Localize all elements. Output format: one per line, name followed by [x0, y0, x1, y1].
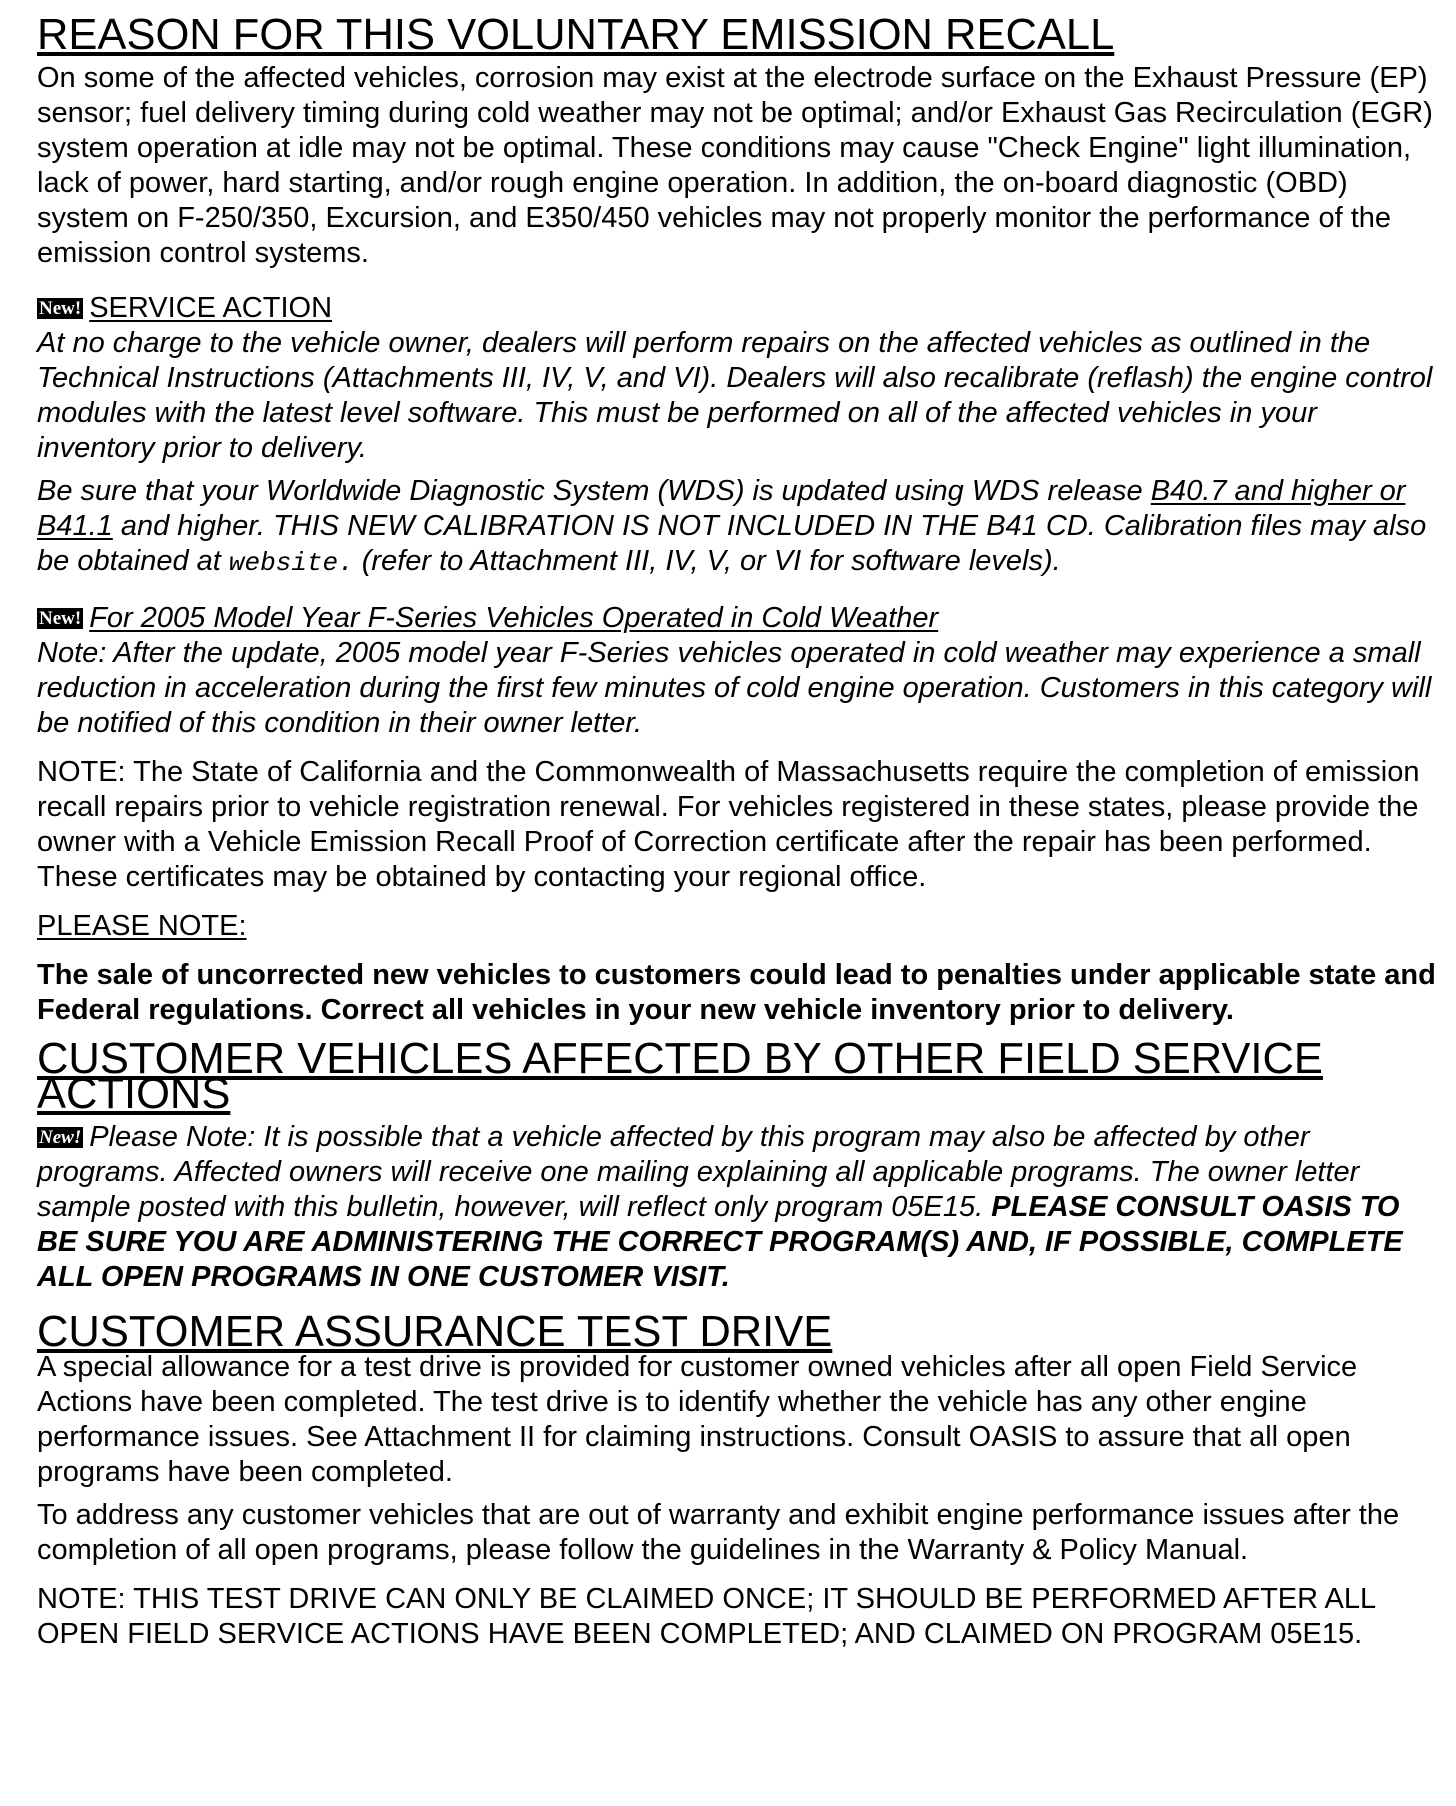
please-note-heading: PLEASE NOTE [37, 910, 239, 942]
test-drive-para2: To address any customer vehicles that are out of warranty and exhibit engine performance issues after the completion of all open programs, please follow the guidelines in the Warranty & Policy Manual. [37, 1499, 1400, 1566]
service-action-heading: SERVICE ACTION [89, 292, 333, 324]
other-actions-heading: CUSTOMER VEHICLES AFFECTED BY OTHER FIELD SERVICE ACTIONS [37, 1035, 1323, 1118]
wds-release-link[interactable]: B40.7 and higher or B41.1 [37, 475, 1406, 542]
other-actions-section [37, 1035, 1437, 1295]
please-note-section [37, 909, 1437, 1028]
please-note-colon: : [238, 910, 247, 942]
bulletin-page [37, 11, 1437, 1652]
please-note-heading-row [37, 909, 1437, 944]
new-badge-icon: New! [39, 298, 82, 319]
please-note-body: The sale of uncorrected new vehicles to customers could lead to penalties under applicable state and Federal regulations. Correct all vehicles in your new vehicle inventory prior to delivery. [37, 959, 1436, 1026]
wds-text-b: and higher. THIS NEW CALIBRATION IS NOT INCLUDED IN THE B41 CD. Calibration files may also be obtained at [37, 510, 1427, 577]
other-actions-body [37, 1120, 1437, 1295]
service-action-section [37, 291, 1437, 581]
new-badge-icon: New! [39, 608, 82, 629]
reason-heading: REASON FOR THIS VOLUNTARY EMISSION RECALL [37, 11, 1115, 59]
wds-text-c: (refer to Attachment III, IV, V, or VI for software levels). [353, 545, 1061, 577]
test-drive-heading: CUSTOMER ASSURANCE TEST DRIVE [37, 1308, 833, 1356]
california-note: NOTE: The State of California and the Commonwealth of Massachusetts require the completion of emission recall repairs prior to vehicle registration renewal. For vehicles registered in these states, please provide the owner with a Vehicle Emission Recall Proof of Correction certificate after the repair has been performed. These certificates may be obtained by contacting your regional office. [37, 756, 1420, 893]
other-actions-emphasis: PLEASE CONSULT OASIS TO BE SURE YOU ARE ADMINISTERING THE CORRECT PROGRAM(S) AND, IF POSSIBLE, COMPLETE ALL OPEN PROGRAMS IN ONE CUSTOMER VISIT. [37, 1191, 1403, 1293]
service-action-para2 [37, 474, 1437, 581]
cold-weather-heading: For 2005 Model Year F-Series Vehicles Operated in Cold Weather [89, 602, 939, 634]
website-link[interactable]: website. [228, 548, 354, 578]
reason-section [37, 11, 1437, 271]
cold-weather-note: Note: After the update, 2005 model year F-Series vehicles operated in cold weather may experience a small reduction in acceleration during the first few minutes of cold engine operation. Customers in this category will be notified of this condition in their owner letter. [37, 637, 1432, 739]
other-actions-text: Please Note: It is possible that a vehicle affected by this program may also be affected by other programs. Affected owners will receive one mailing explaining all applicable programs. The owner letter sample posted with this bulletin, however, will reflect only program 05E15. [37, 1121, 1360, 1223]
test-drive-section [37, 1308, 1437, 1652]
service-action-para1: At no charge to the vehicle owner, dealers will perform repairs on the affected vehicles as outlined in the Technical Instructions (Attachments III, IV, V, and VI). Dealers will also recalibrate (reflash) the engine control modules with the latest level software. This must be performed on all of the affected vehicles in your inventory prior to delivery. [37, 327, 1433, 464]
new-badge-icon: New! [39, 1127, 82, 1148]
wds-text-a: Be sure that your Worldwide Diagnostic System (WDS) is updated using WDS release [37, 475, 1151, 507]
service-action-heading-row [37, 291, 1437, 326]
test-drive-para1: A special allowance for a test drive is provided for customer owned vehicles after all open Field Service Actions have been completed. The test drive is to identify whether the vehicle has any other engine performance issues. See Attachment II for claiming instructions. Consult OASIS to assure that all open programs have been completed. [37, 1351, 1358, 1488]
cold-weather-section [37, 601, 1437, 741]
cold-weather-heading-row [37, 601, 1437, 636]
reason-body: On some of the affected vehicles, corrosion may exist at the electrode surface on the Exhaust Pressure (EP) sensor; fuel delivery timing during cold weather may not be optimal; and/or Exhaust Gas Recirculation (EGR) system operation at idle may not be optimal. These conditions may cause "Check Engine" light illumination, lack of power, hard starting, and/or rough engine operation. In addition, the on-board diagnostic (OBD) system on F-250/350, Excursion, and E350/450 vehicles may not properly monitor the performance of the emission control systems. [37, 62, 1433, 269]
test-drive-para3: NOTE: THIS TEST DRIVE CAN ONLY BE CLAIMED ONCE; IT SHOULD BE PERFORMED AFTER ALL OPEN FIELD SERVICE ACTIONS HAVE BEEN COMPLETED; AND CLAIMED ON PROGRAM 05E15. [37, 1583, 1376, 1650]
